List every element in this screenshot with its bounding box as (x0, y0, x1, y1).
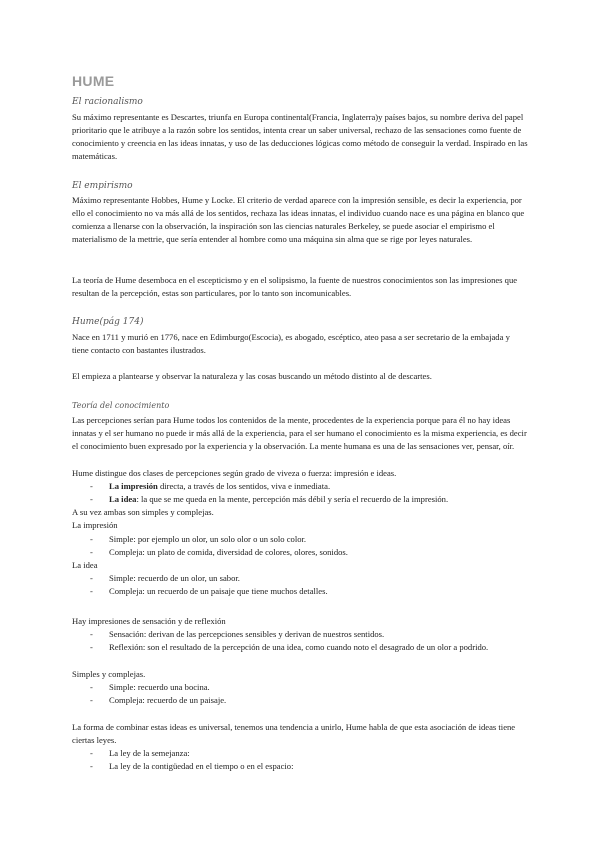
simple-complex-line: A su vez ambas son simples y complejas. (72, 507, 214, 517)
list-item-text: Compleja: recuerdo de un paisaje. (109, 695, 227, 705)
empiricism-paragraph: Máximo representante Hobbes, Hume y Locke. El criterio de verdad aparece con la impresión sensible, es decir la experiencia, por ello el conocimiento no va más allá de los sentidos, rechaza las ideas innatas, el individuo cuando nace es una página en blanco que comienza a llenarse con la observación, la inspiración son las ciencias naturales Berkeley, se puede asociar el empirismo el materialismo de la mettrie, que sería entender al hombre como una máquina sin alma que se rige por leyes naturales. (72, 195, 525, 245)
list-item-text: La ley de la contigüedad en el tiempo o en el espacio: (109, 761, 294, 771)
theory-heading: Teoría del conocimiento (72, 401, 170, 410)
list-item-text: Sensación: derivan de las percepciones sensibles y derivan de nuestros sentidos. (109, 629, 385, 639)
bullet-dash: - (90, 629, 93, 639)
list-item-text: Compleja: un plato de comida, diversidad de colores, olores, sonidos. (109, 547, 348, 557)
term-idea-description: : la que se me queda en la mente, percepción más débil y sería el recuerdo de la impresión. (136, 494, 449, 504)
impression-label: La impresión (72, 520, 118, 530)
term-impression: La impresión (109, 481, 158, 491)
idea-label: La idea (72, 560, 98, 570)
empiricism-paragraph-2: La teoría de Hume desemboca en el escepticismo y en el solipsismo, la fuente de nuestros conocimientos son las impresiones que resultan de la percepción, estas son particulares, por lo tanto son incomunicables. (72, 275, 518, 299)
document-title: HUME (72, 73, 115, 89)
list-item-text: Reflexión: son el resultado de la percepción de una idea, como cuando noto el desagrado de un olor a podrido. (109, 642, 489, 652)
bullet-dash: - (90, 573, 93, 583)
bullet-dash: - (90, 682, 93, 692)
bullet-dash: - (90, 748, 93, 758)
combine-paragraph: La forma de combinar estas ideas es universal, tenemos una tendencia a unirlo, Hume habla de que esta asociación de ideas tiene ciertas leyes. (72, 722, 516, 746)
list-item-text: Compleja: un recuerdo de un paisaje que tiene muchos detalles. (109, 586, 328, 596)
hume-paragraph-2: El empieza a plantearse y observar la naturaleza y las cosas buscando un método distinto al de descartes. (72, 371, 432, 381)
bullet-dash: - (90, 761, 93, 771)
simple-complex-label: Simples y complejas. (72, 669, 146, 679)
rationalism-paragraph: Su máximo representante es Descartes, triunfa en Europa continental(Francia, Inglaterra)y países bajos, su nombre deriva del papel prioritario que le atribuye a la razón sobre los sentidos, intenta crear un saber universal, rechazo de las sensaciones como fuente de conocimiento y creencia en las ideas innatas, y uso de las deducciones lógicas como método de conseguir la verdad. Inspirado en las matemáticas. (72, 112, 528, 162)
bullet-dash: - (90, 642, 93, 652)
bullet-dash: - (90, 494, 93, 504)
bullet-dash: - (90, 547, 93, 557)
theory-paragraph: Las percepciones serían para Hume todos los contenidos de la mente, procedentes de la experiencia porque para él no hay ideas innatas y el ser humano no puede ir más allá de la experiencia, para el ser humano el conocimiento es la misma experiencia, es decir el conocimiento buen expresado por la experiencia y la observación. La mente humana es una de las sensaciones ver, pensar, oír. (72, 415, 527, 452)
list-item-text: Simple: recuerdo de un olor, un sabor. (109, 573, 240, 583)
list-item-text: Simple: por ejemplo un olor, un solo olor o un solo color. (109, 534, 307, 544)
bullet-dash: - (90, 534, 93, 544)
sensation-reflection-line: Hay impresiones de sensación y de reflexión (72, 616, 226, 626)
term-idea: La idea (109, 494, 137, 504)
term-impression-description: directa, a través de los sentidos, viva e inmediata. (157, 481, 331, 491)
hume-paragraph: Nace en 1711 y murió en 1776, nace en Edimburgo(Escocia), es abogado, escéptico, ateo pasa a ser secretario de la embajada y tiene contacto con bastantes ilustrados. (72, 332, 510, 356)
bullet-dash: - (90, 586, 93, 596)
empiricism-heading: El empirismo (72, 181, 133, 191)
bullet-dash: - (90, 695, 93, 705)
theory-distinguish-line: Hume distingue dos clases de percepciones según grado de viveza o fuerza: impresión e ideas. (72, 468, 397, 478)
rationalism-heading: El racionalismo (72, 97, 143, 107)
list-item-text: Simple: recuerdo una bocina. (109, 682, 210, 692)
list-item-text: La ley de la semejanza: (109, 748, 190, 758)
bullet-dash: - (90, 481, 93, 491)
hume-heading: Hume(pág 174) (72, 317, 144, 327)
